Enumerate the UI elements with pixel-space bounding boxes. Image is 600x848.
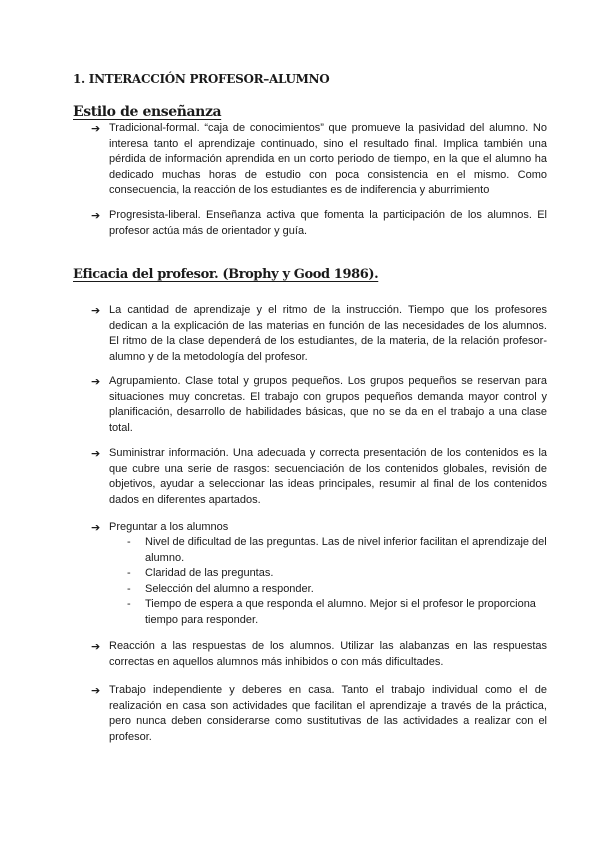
arrow-bullet-icon: ➔	[91, 122, 101, 135]
dash-bullet: -	[127, 582, 131, 595]
sub-list-item	[127, 566, 547, 582]
arrow-bullet-icon: ➔	[91, 304, 101, 317]
list-item	[91, 374, 547, 436]
list-item-text: Tradicional-formal. “caja de conocimientos” que promueve la pasividad del alumno. No interesa tanto el aprendizaje continuado, sino el resultado final. Implica también una pérdida de información aprendida en un corto periodo de tiempo, en la que el alumno ha dedicado muchas horas de estudio con poca consistencia en el mismo. Como consecuencia, la reacción de los estudiantes es de indiferencia y aburrimiento	[109, 122, 547, 197]
sub-list	[127, 535, 547, 629]
section-title: 1. INTERACCIÓN PROFESOR–ALUMNO	[73, 72, 330, 86]
list-item-text: La cantidad de aprendizaje y el ritmo de la instrucción. Tiempo que los profesores dedican a la explicación de las materias en función de las necesidades de los alumnos. El ritmo de la clase dependerá de los estudiantes, de la materia, de la relación profesor-alumno y de la metodología del profesor.	[109, 304, 547, 363]
list-item	[91, 303, 547, 365]
list-item	[91, 639, 547, 670]
arrow-bullet-icon: ➔	[91, 447, 101, 460]
dash-bullet: -	[127, 567, 131, 580]
list-item	[91, 121, 547, 199]
sub-list-item-text: Nivel de dificultad de las preguntas. Las de nivel inferior facilitan el aprendizaje del alumno.	[145, 536, 547, 564]
heading-eficacia-profesor: Eficacia del profesor. (Brophy y Good 1986).	[73, 267, 379, 282]
list-item	[91, 446, 547, 508]
list-item-text: Progresista-liberal. Enseñanza activa que fomenta la participación de los alumnos. El profesor actúa más de orientador y guía.	[109, 209, 547, 237]
sub-list-item	[127, 582, 547, 598]
heading-estilo-ensenanza: Estilo de enseñanza	[73, 104, 222, 120]
list-item	[91, 683, 547, 745]
list-item-text: Suministrar información. Una adecuada y correcta presentación de los contenidos es la que cubre una serie de rasgos: secuenciación de los contenidos globales, revisión de objetivos, ayudar a seleccionar las ideas principales, resumir al final de los contenidos dados en diferentes apartados.	[109, 447, 547, 506]
arrow-bullet-icon: ➔	[91, 209, 101, 222]
sub-list-item	[127, 597, 547, 628]
sub-list-item-text: Selección del alumno a responder.	[145, 582, 314, 595]
arrow-bullet-icon: ➔	[91, 640, 101, 653]
arrow-bullet-icon: ➔	[91, 521, 101, 534]
sub-list-item	[127, 535, 547, 566]
dash-bullet: -	[127, 598, 131, 611]
list-item-text: Preguntar a los alumnos	[109, 521, 229, 533]
list-item-text: Agrupamiento. Clase total y grupos pequeños. Los grupos pequeños se reservan para situaciones muy concretas. El trabajo con grupos pequeños demanda mayor control y planificación, desarrollo de habilidades básicas, que no se da en el trabajo a una clase total.	[109, 375, 547, 434]
arrow-bullet-icon: ➔	[91, 375, 101, 388]
dash-bullet: -	[127, 536, 131, 548]
list-item-text: Reacción a las respuestas de los alumnos. Utilizar las alabanzas en las respuestas correctas en aquellos alumnos más inhibidos o con más dificultades.	[109, 640, 547, 668]
sub-list-item-text: Tiempo de espera a que responda el alumno. Mejor si el profesor le proporciona tiempo para responder.	[145, 598, 536, 626]
sub-list-item-text: Claridad de las preguntas.	[145, 567, 274, 580]
list-item	[91, 520, 547, 536]
arrow-bullet-icon: ➔	[91, 684, 101, 697]
list-item-text: Trabajo independiente y deberes en casa. Tanto el trabajo individual como el de realización en casa son actividades que facilitan el aprendizaje a través de la práctica, pero nunca deben considerarse como sustitutivas de las actividades a realizar con el profesor.	[109, 684, 547, 743]
list-item	[91, 208, 547, 239]
